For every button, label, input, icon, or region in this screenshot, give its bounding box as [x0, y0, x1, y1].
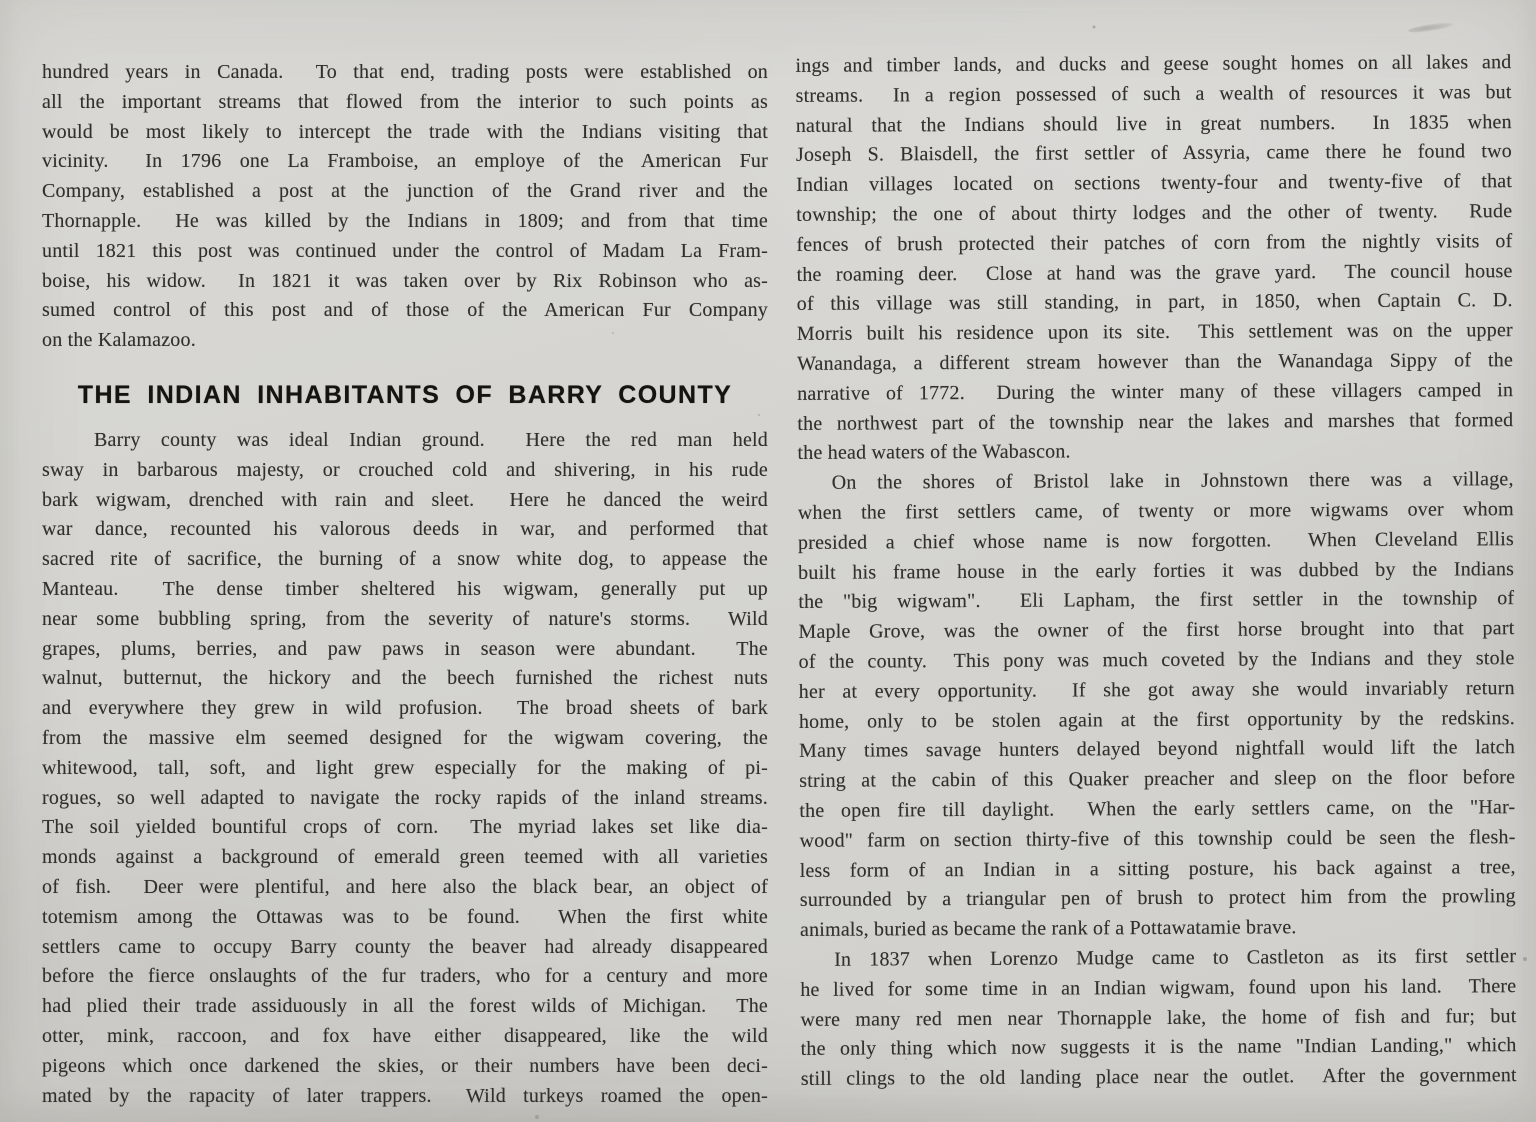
text-line: Thornapple. He was killed by the Indians in 1809; and from that time [42, 209, 768, 232]
text-line: the northwest part of the township near the lakes and marshes that formed [797, 408, 1514, 435]
text-line: totemism among the Ottawas was to be found. When the first white [42, 905, 768, 928]
text-line: war dance, recounted his valorous deeds in war, and performed that [42, 518, 768, 541]
text-line: On the shores of Bristol lake in Johnstown there was a village, [831, 468, 1514, 494]
text-line: home, only to be stolen again at the first opportunity by the redskins. [798, 706, 1515, 733]
text-line: Many times savage hunters delayed beyond nightfall would lift the latch [799, 736, 1516, 763]
text-line: whitewood, tall, soft, and light grew especially for the making of pi- [42, 756, 768, 779]
text-line: sumed control of this post and of those of the American Fur Company [42, 299, 768, 322]
text-line: of fish. Deer were plentiful, and here also the black bear, an object of [42, 875, 768, 898]
text-line: had plied their trade assiduously in all the forest wilds of Michigan. The [42, 995, 768, 1018]
paragraph [798, 465, 1516, 945]
text-line: of this village was still standing, in part, in 1850, when Captain C. D. [796, 289, 1513, 316]
text-line: In 1837 when Lorenzo Mudge came to Castleton as its first settler [834, 945, 1517, 971]
text-line: the open fire till daylight. When the early settlers came, on the "Har- [799, 796, 1516, 822]
text-line: on the Kalamazoo. [42, 329, 196, 352]
text-line: all the important streams that flowed from the interior to such points as [42, 90, 768, 113]
text-line: the only thing which now suggests it is the name "Indian Landing," which [800, 1034, 1517, 1061]
text-line: Indian villages located on sections twenty-four and twenty-five of that [796, 170, 1513, 197]
text-line: Manteau. The dense timber sheltered his wigwam, generally put up [42, 577, 768, 600]
text-line: rogues, so well adapted to navigate the rocky rapids of the inland streams. [42, 786, 768, 809]
text-line: less form of an Indian in a sitting posture, his back against a tree, [799, 855, 1516, 882]
text-line: and everywhere they grew in wild profusion. The broad sheets of bark [42, 697, 768, 720]
text-line: still clings to the old landing place near the outlet. After the government [800, 1064, 1517, 1090]
text-line: wood" farm on section thirty-five of this township could be seen the flesh- [799, 825, 1516, 852]
text-line: Company, established a post at the junction of the Grand river and the [42, 180, 768, 203]
text-line: sacred rite of sacrifice, the burning of a snow white dog, to appease the [42, 548, 768, 571]
text-line: the head waters of the Wabascon. [797, 440, 1071, 465]
text-line: township; the one of about thirty lodges and the other of twenty. Rude [796, 200, 1513, 226]
text-line: Wanandaga, a different stream however than the Wanandaga Sippy of the [796, 349, 1514, 375]
text-line: streams. In a region possessed of such a wealth of resources it was but [795, 80, 1512, 107]
text-line: he lived for some time in an Indian wigwam, found upon his land. There [800, 974, 1517, 1001]
text-line: settlers came to occupy Barry county the beaver had already disappeared [42, 935, 768, 958]
text-line: the roaming deer. Close at hand was the grave yard. The council house [796, 259, 1513, 286]
paper-speck [0, 0, 2, 2]
right-column [795, 0, 1517, 1095]
text-line: surrounded by a triangular pen of brush to protect him from the prowling [799, 885, 1516, 912]
paragraph [42, 426, 768, 1111]
text-line: otter, mink, raccoon, and fox have either disappeared, like the wild [42, 1024, 768, 1047]
text-line: presided a chief whose name is now forgotten. When Cleveland Ellis [797, 527, 1515, 554]
text-line: sway in barbarous majesty, or crouched cold and shivering, in his rude [42, 458, 768, 481]
text-line: Joseph S. Blaisdell, the first settler of Assyria, came there he found two [795, 140, 1512, 167]
text-line: the "big wigwam". Eli Lapham, the first settler in the township of [798, 587, 1515, 614]
text-line: natural that the Indians should live in great numbers. In 1835 when [795, 110, 1512, 137]
text-line: pigeons which once darkened the skies, or their numbers have been deci- [42, 1054, 768, 1077]
paragraph [795, 48, 1513, 469]
text-line: of the county. This pony was much coveted by the Indians and they stole [798, 647, 1515, 673]
text-line: mated by the rapacity of later trappers. Wild turkeys roamed the open- [42, 1084, 768, 1107]
text-line: fences of brush protected their patches of corn from the nightly visits of [796, 229, 1513, 256]
text-line: near some bubbling spring, from the severity of nature's storms. Wild [42, 607, 768, 630]
text-line: walnut, butternut, the hickory and the beech furnished the richest nuts [42, 667, 768, 690]
text-line: Morris built his residence upon its site. This settlement was on the upper [796, 319, 1513, 346]
text-line: The soil yielded bountiful crops of corn. The myriad lakes set like dia- [42, 816, 768, 839]
text-line: animals, buried as became the rank of a Pottawatamie brave. [799, 916, 1297, 941]
paragraph [42, 58, 768, 356]
text-line: string at the cabin of this Quaker preacher and sleep on the floor before [799, 766, 1516, 792]
text-line: before the fierce onslaughts of the fur traders, who for a century and more [42, 965, 768, 988]
text-line: would be most likely to intercept the trade with the Indians visiting that [42, 120, 768, 143]
text-line: bark wigwam, drenched with rain and sleet. Here he danced the weird [42, 488, 768, 511]
text-line: Barry county was ideal Indian ground. Here the red man held [94, 428, 768, 451]
text-line: her at every opportunity. If she got away she would invariably return [798, 676, 1515, 703]
text-line: monds against a background of emerald green teemed with all varieties [42, 846, 768, 869]
text-line: built his frame house in the early forties it was dubbed by the Indians [798, 557, 1515, 584]
text-line: ings and timber lands, and ducks and geese sought homes on all lakes and [795, 51, 1512, 77]
text-line: were many red men near Thornapple lake, the home of fish and fur; but [800, 1004, 1517, 1031]
left-column [42, 0, 768, 1111]
paragraph [800, 942, 1517, 1095]
text-line: Maple Grove, was the owner of the first horse brought into that part [798, 617, 1515, 644]
text-line: from the massive elm seemed designed for the wigwam covering, the [42, 726, 768, 749]
section-heading: THE INDIAN INHABITANTS OF BARRY COUNTY [77, 380, 733, 409]
text-line: hundred years in Canada. To that end, trading posts were established on [42, 61, 768, 83]
text-line: grapes, plums, berries, and paw paws in season were abundant. The [42, 637, 768, 660]
text-line: narrative of 1772. During the winter many of these villagers camped in [797, 378, 1514, 405]
text-line: boise, his widow. In 1821 it was taken over by Rix Robinson who as- [42, 269, 768, 292]
text-line: when the first settlers came, of twenty or more wigwams over whom [797, 498, 1514, 524]
text-line: vicinity. In 1796 one La Framboise, an employe of the American Fur [42, 150, 768, 173]
text-line: until 1821 this post was continued under the control of Madam La Fram- [42, 239, 768, 262]
